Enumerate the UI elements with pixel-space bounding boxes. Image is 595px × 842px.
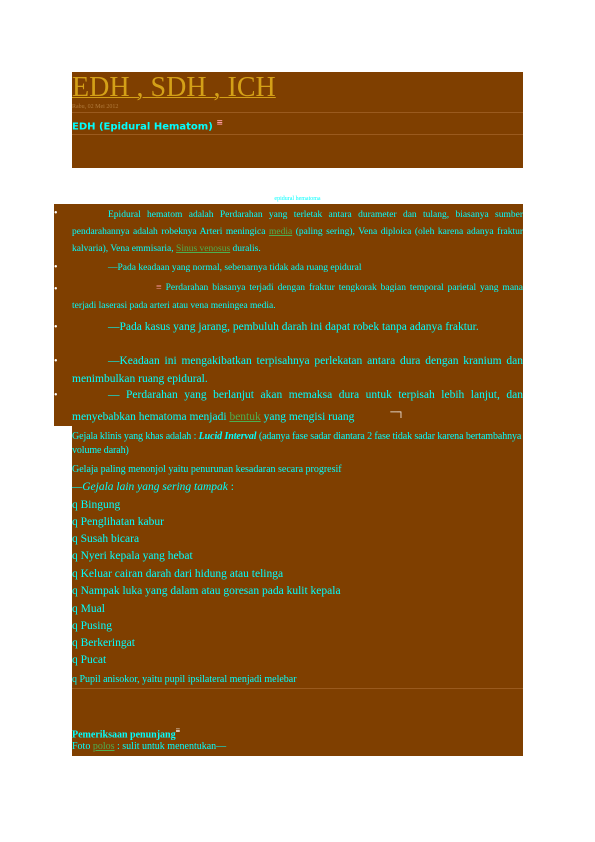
divider [72, 134, 523, 135]
bullet-marker: • [54, 390, 58, 401]
prominent-symptom: Gelaja paling menonjol yaitu penurunan kesadaran secara progresif [72, 464, 342, 475]
clinical-text-part: Gejala klinis yang khas adalah : [72, 431, 199, 442]
list-item: q Susah bicara [72, 533, 140, 545]
polos-link[interactable]: polos [92, 741, 115, 752]
edit-icon[interactable]: ≡ [216, 118, 223, 127]
list-item: q Pupil anisokor, yaitu pupil ipsilateral menjadi melebar [72, 674, 297, 685]
bullet-marker: • [54, 284, 58, 295]
note-icon: ≡ [175, 726, 181, 735]
note-icon: ≡ [156, 282, 162, 293]
sinus-venosus-link[interactable]: Sinus venosus [176, 244, 231, 254]
list-item: q Pusing [72, 620, 112, 632]
bentuk-link[interactable]: bentuk [229, 410, 261, 423]
support-heading-text: Pemeriksaan penunjang [72, 729, 176, 741]
other-symptoms-heading-text: —Gejala lain yang sering tampak [72, 481, 228, 493]
bullet-text [72, 279, 523, 315]
image-caption: epidural hematoma [274, 196, 321, 202]
post-date: Rabu, 02 Mei 2012 [72, 104, 119, 110]
post-title[interactable] [72, 118, 223, 132]
bullet-text: —Keadaan ini mengakibatkan terpisahnya perlekatan antara dura dengan kranium dan menimbulkan ruang epidural. [72, 355, 523, 385]
list-item: q Penglihatan kabur [72, 516, 164, 528]
bullet-text [72, 207, 523, 258]
bullet-marker: • [54, 262, 58, 273]
support-heading [72, 726, 180, 740]
clinical-text-part: (adanya fase sadar diantara 2 fase tidak sadar karena bertambahnya volume darah) [72, 431, 522, 456]
bullet-text-part: (paling sering), Vena diploica (oleh karena adanya fraktur kalvaria), Vena emmisaria, [72, 227, 524, 254]
bullet-text-part: duralis. [230, 244, 261, 254]
support-text [72, 741, 226, 752]
list-item: q Nampak luka yang dalam atau goresan pada kulit kepala [72, 585, 341, 597]
list-item: q Mual [72, 603, 105, 615]
support-text-part: : sulit untuk menentukan— [114, 741, 227, 752]
bullet-text-part: Perdarahan biasanya terjadi dengan fraktur tengkorak bagian temporal parietal yang mana terjadi laserasi pada arteri atau vena meningea media. [72, 283, 523, 311]
bullet-text: —Pada kasus yang jarang, pembuluh darah ini dapat robek tanpa adanya fraktur. [108, 321, 479, 333]
clinical-text [72, 430, 523, 458]
lucid-interval: Lucid Interval [198, 431, 257, 442]
divider [72, 688, 523, 689]
bullet-text-part: Epidural hematom adalah Perdarahan yang terletak antara durameter dan tulang, biasanya sumber pendarahannya adalah robeknya Arteri meningica [72, 210, 523, 237]
post-title-text: EDH (Epidural Hematom) [72, 121, 213, 133]
support-text-part: Foto [72, 741, 93, 752]
bullet-text-part: — Perdarahan yang berlanjut akan memaksa dura untuk terpisah lebih lanjut, dan menyebabkan hematoma menjadi [72, 389, 523, 423]
list-item: q Bingung [72, 499, 121, 511]
list-item: q Keluar cairan darah dari hidung atau telinga [72, 568, 284, 580]
list-item: q Pucat [72, 654, 107, 666]
bullet-marker: • [54, 356, 58, 367]
bullet-text-part: yang mengisi ruang [260, 410, 355, 423]
note-icon: ─┐ [390, 407, 405, 418]
bullet-text: —Pada keadaan yang normal, sebenarnya tidak ada ruang epidural [108, 263, 362, 273]
other-symptoms-heading: —Gejala lain yang sering tampak : [72, 481, 234, 493]
blog-title[interactable]: EDH , SDH , ICH [72, 72, 276, 103]
list-item: q Berkeringat [72, 637, 135, 649]
list-item: q Nyeri kepala yang hebat [72, 550, 193, 562]
bullet-marker: • [54, 208, 58, 219]
bullet-marker: • [54, 322, 58, 333]
divider [72, 112, 523, 113]
media-link[interactable]: media [268, 227, 293, 237]
bullet-text [72, 386, 523, 426]
